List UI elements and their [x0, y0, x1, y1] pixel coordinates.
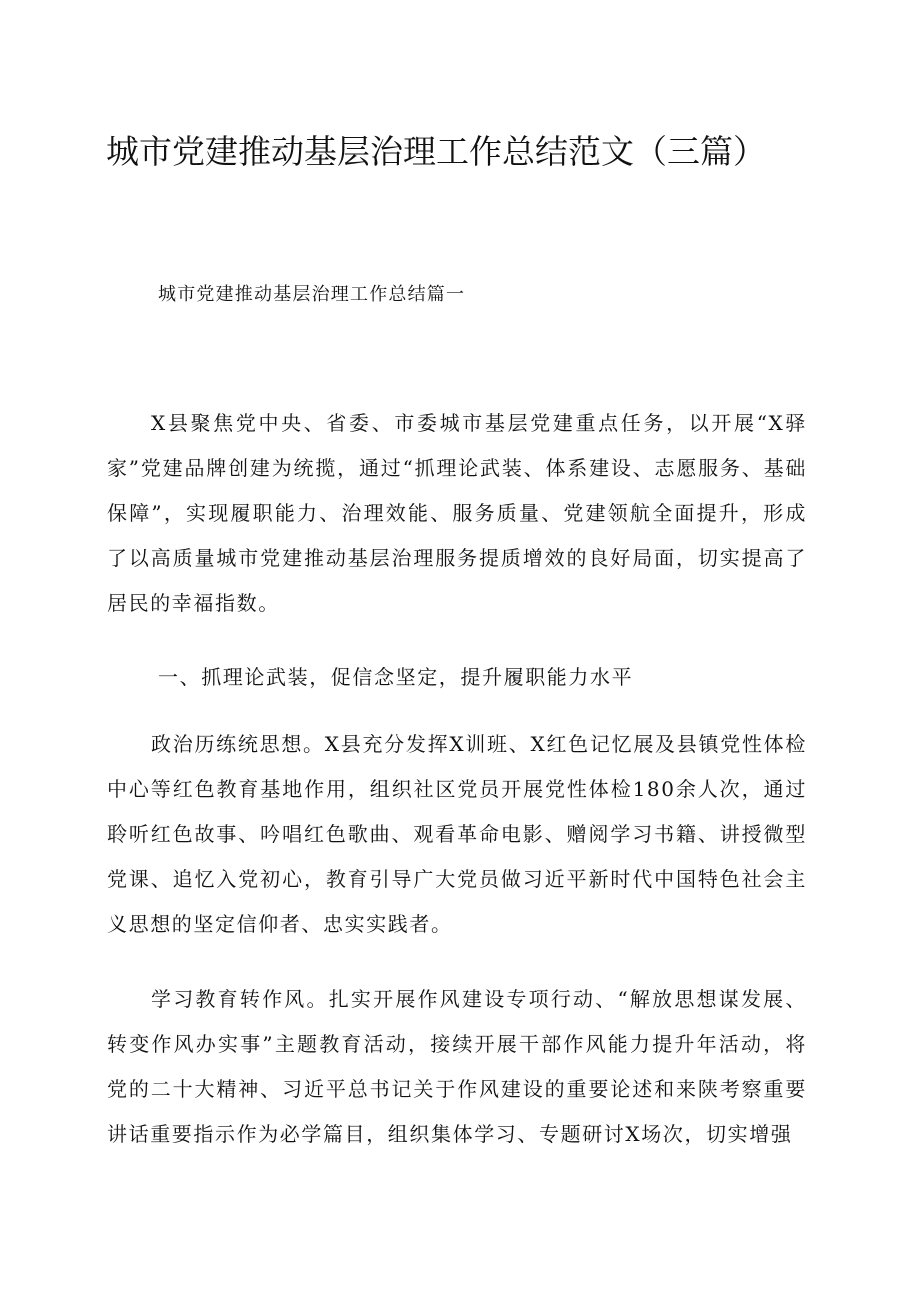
body-paragraph-3: 学习教育转作风。扎实开展作风建设专项行动、“解放思想谋发展、转变作风办实事”主题教育活动，接续开展干部作风能力提升年活动，将党的二十大精神、习近平总书记关于作风建设的重要论述和来陕考察重要讲话重要指示作为必学篇目，组织集体学习、专题研讨X场次，切实增强 [107, 987, 807, 1146]
section-subtitle: 城市党建推动基层治理工作总结篇一 [158, 284, 466, 305]
document-title: 城市党建推动基层治理工作总结范文（三篇） [106, 132, 766, 171]
body-paragraph-1: X县聚焦党中央、省委、市委城市基层党建重点任务，以开展“X驿家”党建品牌创建为统揽，通过“抓理论武装、体系建设、志愿服务、基础保障”，实现履职能力、治理效能、服务质量、党建领航全面提升，形成了以高质量城市党建推动基层治理服务提质增效的良好局面，切实提高了居民的幸福指数。 [107, 411, 807, 615]
body-paragraph-2: 政治历练统思想。X县充分发挥X训班、X红色记忆展及县镇党性体检中心等红色教育基地作用，组织社区党员开展党性体检180余人次，通过聆听红色故事、吟唱红色歌曲、观看革命电影、赠阅学习书籍、讲授微型党课、追忆入党初心，教育引导广大党员做习近平新时代中国特色社会主义思想的坚定信仰者、忠实实践者。 [107, 732, 807, 936]
section-heading-1: 一、抓理论武装，促信念坚定，提升履职能力水平 [158, 665, 634, 689]
